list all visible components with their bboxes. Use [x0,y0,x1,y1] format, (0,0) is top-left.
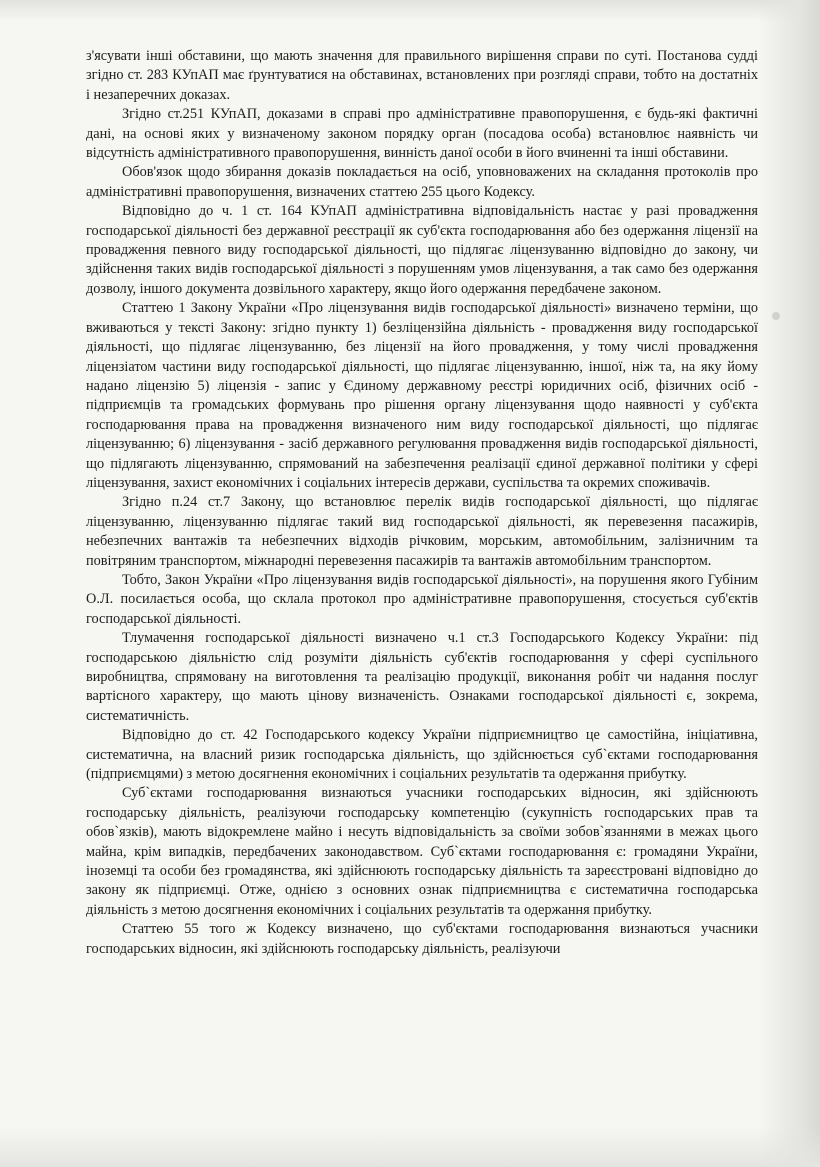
document-body [86,47,758,959]
scan-top-edge [0,0,820,22]
scan-bottom-edge [0,1127,820,1167]
paragraph-7: Тобто, Закон України «Про ліцензування видів господарської діяльності», на порушення якого Губіним О.Л. посилається особа, що склала протокол про адміністративне правопорушення, стосується суб'єктів господарської діяльності. [86,571,758,627]
punch-hole-mark [772,312,780,320]
paragraph-9: Відповідно до ст. 42 Господарського кодексу України підприємництво це самостійна, ініціативна, систематична, на власний ризик господарська діяльність, що здійснюється суб`єктами господарювання (підприємцями) з метою досягнення економічних і соціальних результатів та одержання прибутку. [86,727,758,783]
paragraph-3: Обов'язок щодо збирання доказів покладається на осіб, уповноважених на складання протоколів про адміністративні правопорушення, визначених статтею 255 цього Кодексу. [86,164,758,200]
paragraph-11: Статтею 55 того ж Кодексу визначено, що суб'єктами господарювання визнаються учасники господарських відносин, які здійснюють господарську діяльність, реалізуючи [86,921,758,957]
paragraph-8: Тлумачення господарської діяльності визначено ч.1 ст.3 Господарського Кодексу України: під господарською діяльністю слід розуміти діяльність суб'єктів господарювання у сфері суспільного виробництва, спрямовану на виготовлення та реалізацію продукції, виконання робіт чи надання послуг вартісного характеру, що мають цінову визначеність. Ознаками господарської діяльності є, зокрема, систематичність. [86,630,758,724]
paragraph-6: Згідно п.24 ст.7 Закону, що встановлює перелік видів господарської діяльності, що підлягає ліцензуванню, ліцензуванню підлягає такий вид господарської діяльності, як перевезення пасажирів, небезпечних вантажів та небезпечних відходів річковим, морським, автомобільним, залізничним та повітряним транспортом, міжнародні перевезення пасажирів та вантажів автомобільним транспортом. [86,494,758,569]
paragraph-1: з'ясувати інші обставини, що мають значення для правильного вирішення справи по суті. Постанова судді згідно ст. 283 КУпАП має ґрунтуватися на обставинах, встановлених при розгляді справи, тобто на достатніх і незаперечних доказах. [86,48,758,103]
paragraph-5: Статтею 1 Закону України «Про ліцензування видів господарської діяльності» визначено терміни, що вживаються у тексті Закону: згідно пункту 1) безліцензійна діяльність - провадження виду господарської діяльності, що підлягає ліцензуванню, без ліцензії на його провадження, у тому числі провадження ліцензіатом частини виду господарської діяльності, що підлягає ліцензуванню, іншої, ніж та, на яку йому надано ліцензію 5) ліцензія - запис у Єдиному державному реєстрі юридичних осіб, фізичних осіб - підприємців та громадських формувань про рішення органу ліцензування щодо наявності у суб'єкта господарювання права на провадження визначеного ним виду господарської діяльності, що підлягає ліцензуванню; 6) ліцензування - засіб державного регулювання провадження видів господарської діяльності, що підлягають ліцензуванню, спрямований на забезпечення реалізації єдиної державної політики у сфері ліцензування, захист економічних і соціальних інтересів держави, суспільства та окремих споживачів. [86,300,758,491]
paragraph-10: Суб`єктами господарювання визнаються учасники господарських відносин, які здійснюють господарську діяльність, реалізуючи господарську компетенцію (сукупність господарських прав та обов`язків), мають відокремлене майно і несуть відповідальність за своїми зобов`язаннями в межах цього майна, крім випадків, передбачених законодавством. Суб`єктами господарювання є: громадяни України, іноземці та особи без громадянства, які здійснюють господарську діяльність та зареєстровані відповідно до закону як підприємці. Отже, однією з основних ознак підприємництва є систематична господарська діяльність з метою досягнення економічних і соціальних результатів та одержання прибутку. [86,785,758,918]
paragraph-2: Згідно ст.251 КУпАП, доказами в справі про адміністративне правопорушення, є будь-які фактичні дані, на основі яких у визначеному законом порядку орган (посадова особа) встановлює наявність чи відсутність адміністративного правопорушення, винність даної особи в його вчиненні та інші обставини. [86,106,758,162]
paragraph-4: Відповідно до ч. 1 ст. 164 КУпАП адміністративна відповідальність настає у разі провадження господарської діяльності без державної реєстрації як суб'єкта господарювання або без одержання ліцензії на провадження певного виду господарської діяльності, що підлягає ліцензуванню відповідно до закону, чи здійснення таких видів господарської діяльності з порушенням умов ліцензування, а так само без одержання дозволу, іншого документа дозвільного характеру, якщо його одержання передбачене законом. [86,203,758,297]
scan-right-edge [758,0,820,1167]
